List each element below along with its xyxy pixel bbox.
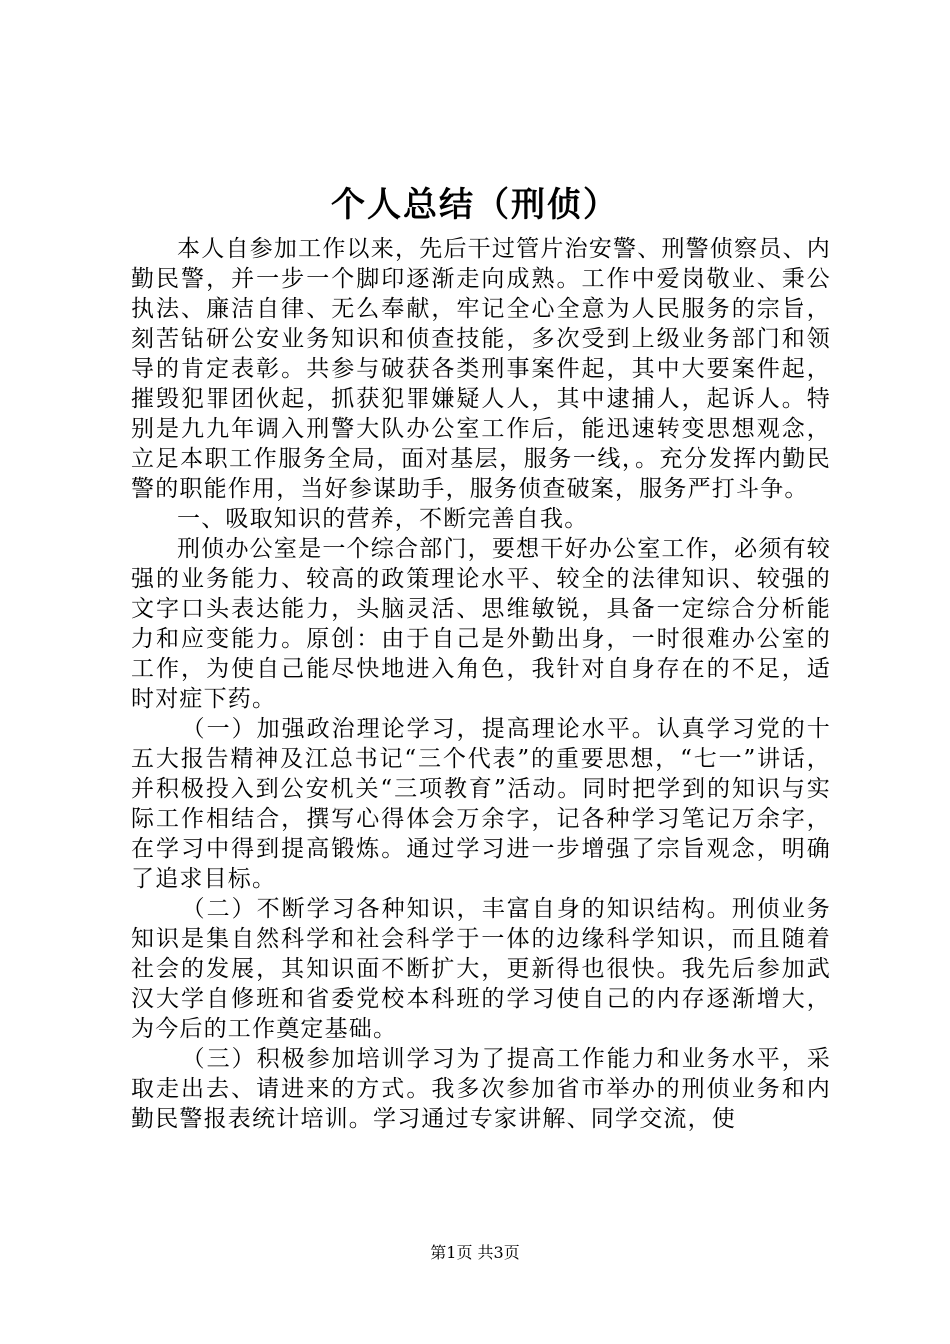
paragraph-knowledge-study: （二）不断学习各种知识，丰富自身的知识结构。刑侦业务知识是集自然科学和社会科学于一体的边缘科学知识，而且随着社会的发展，其知识面不断扩大，更新得也很快。我先后参加武汉大学自修班和省委党校本科班的学习使自己的内存逐渐增大，为今后的工作奠定基础。 (131, 896, 831, 1042)
document-title: 个人总结（刑侦） (331, 185, 619, 225)
paragraph-intro: 本人自参加工作以来，先后干过管片治安警、刑警侦察员、内勤民警，并一步一个脚印逐渐走向成熟。工作中爱岗敬业、秉公执法、廉洁自律、无么奉献，牢记全心全意为人民服务的宗旨，刻苦钻研公安业务知识和侦查技能，多次受到上级业务部门和领导的肯定表彰。共参与破获各类刑事案件起，其中大要案件起，摧毁犯罪团伙起，抓获犯罪嫌疑人人，其中逮捕人，起诉人。特别是九九年调入刑警大队办公室工作后，能迅速转变思想观念，立足本职工作服务全局，面对基层，服务一线，。充分发挥内勤民警的职能作用，当好参谋助手，服务侦查破案，服务严打斗争。 (131, 236, 831, 502)
section-heading-1: 一、吸取知识的营养，不断完善自我。 (177, 506, 589, 532)
page-number-footer: 第1页 共3页 (430, 1243, 520, 1262)
paragraph-office-work: 刑侦办公室是一个综合部门，要想干好办公室工作，必须有较强的业务能力、较高的政策理论水平、较全的法律知识、较强的文字口头表达能力，头脑灵活、思维敏锐，具备一定综合分析能力和应变能力。原创：由于自己是外勤出身，一时很难办公室的工作，为使自己能尽快地进入角色，我针对自身存在的不足，适时对症下药。 (131, 536, 831, 712)
paragraph-political-study: （一）加强政治理论学习，提高理论水平。认真学习党的十五大报告精神及江总书记“三个代表”的重要思想，“七一”讲话，并积极投入到公安机关“三项教育”活动。同时把学到的知识与实际工作相结合，撰写心得体会万余字，记各种学习笔记万余字，在学习中得到提高锻炼。通过学习进一步增强了宗旨观念，明确了追求目标。 (131, 716, 831, 892)
paragraph-training: （三）积极参加培训学习为了提高工作能力和业务水平，采取走出去、请进来的方式。我多次参加省市举办的刑侦业务和内勤民警报表统计培训。学习通过专家讲解、同学交流，使 (131, 1046, 831, 1132)
document-body (131, 234, 831, 1134)
